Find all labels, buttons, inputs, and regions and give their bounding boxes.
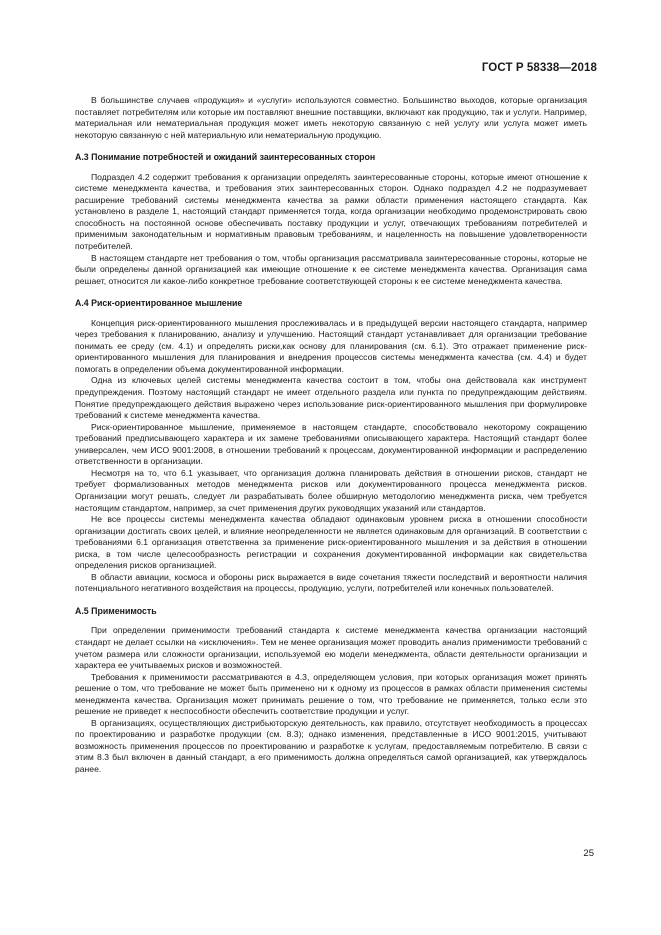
paragraph: Требования к применимости рассматриваются в 4.3, определяющем условия, при которых организация может принять решение о том, что требование не может быть применено ни к одному из процессов в рамках области применения системы менеджмента качества. Организация может принимать решение о том, что требование не применяется, только если это решение не приведет к неспособности обеспечить соответствие продукции и услуг. (75, 671, 587, 717)
page-number: 25 (583, 848, 594, 859)
paragraph: В области авиации, космоса и обороны риск выражается в виде сочетания тяжести последствий и вероятности наличия потенциального негативного воздействия на процессы, продукцию, услуги, потребителей или конечных пользователей. (75, 571, 587, 594)
paragraph: В организациях, осуществляющих дистрибьюторскую деятельность, как правило, отсутствует необходимость в процессах по проектированию и разработке продукции (см. 8.3); однако изменения, представленные в ИСО 9001:2015, учитывают возможность применения процессов по проектированию и разработке к услугам, предоставляемым потребителю. В связи с этим 8.3 был включен в данный стандарт, а его применимость должна определяться самой организацией, как утверждалось ранее. (75, 717, 587, 774)
paragraph: Концепция риск-ориентированного мышления прослеживалась и в предыдущей версии настоящего стандарта, например через требования к планированию, анализу и улучшению. Настоящий стандарт устанавливает для организации требование понимать ее среду (см. 4.1) и определять риски,как основу для планирования (см. 6.1). Это отражает применение риск-ориентированного мышления для планирования и внедрения процессов системы менеджмента качества (см. 4.4) и будет помогать в определении объема документированной информации. (75, 317, 587, 374)
section-heading-a3: А.3 Понимание потребностей и ожиданий заинтересованных сторон (75, 152, 376, 163)
paragraph: Не все процессы системы менеджмента качества обладают одинаковым уровнем риска в отношении способности организации достигать своих целей, и влияние неопределенности не является одинаковым для организаций. В соответствии с требованиями 6.1 организация ответственна за применение риск-ориентированного мышления и за действия в отношении риска, в том числе целесообразность регистрации и сохранения документированной информации как свидетельства определения рисков организацией. (75, 514, 587, 571)
section-heading-a4: А.4 Риск-ориентированное мышление (75, 298, 243, 309)
paragraph: Несмотря на то, что 6.1 указывает, что организация должна планировать действия в отношении рисков, стандарт не требует формализованных методов менеджмента рисков или документированного процесса менеджмента рисков. Организации могут решать, следует ли разрабатывать более обширную методологию менеджмента риска, чем требуется настоящим стандартом, например, за счет применения других руководящих указаний или стандартов. (75, 467, 587, 513)
paragraph: В настоящем стандарте нет требования о том, чтобы организация рассматривала заинтересованные стороны, которые не были определены данной организацией как имеющие отношение к ее системе менеджмента качества. Организация сама решает, относится ли какое-либо конкретное требование соответствующей стороны к ее системе менеджмента качества. (75, 252, 587, 286)
paragraph: В большинстве случаев «продукция» и «услуги» используются совместно. Большинство выходов, которые организация поставляет потребителям или которые им поставляют внешние поставщики, включают как продукцию, так и услуги. Например, материальная или нематериальная продукция может иметь некоторую связанную с ней услугу или услуга может иметь некоторую связанную с ней материальную или нематериальную продукцию. (75, 95, 587, 140)
document-code: ГОСТ Р 58338—2018 (481, 62, 597, 74)
paragraph: Подраздел 4.2 содержит требования к организации определять заинтересованные стороны, которые имеют отношение к системе менеджмента качества, и требования этих заинтересованных сторон. Однако подраздел 4.2 не подразумевает расширение требований системы менеджмента качества за рамки области применения настоящего стандарта. Как установлено в разделе 1, настоящий стандарт применяется тогда, когда организации необходимо продемонстрировать свою способность на постоянной основе обеспечивать поставку продукции и услуг, отвечающих требованиям потребителей и применимым законодательным и нормативным правовым требованиям, и нацеленность на повышение удовлетворенности потребителей. (75, 171, 587, 252)
paragraph: Одна из ключевых целей системы менеджмента качества состоит в том, чтобы она действовала как инструмент предупреждения. Поэтому настоящий стандарт не имеет отдельного раздела или пункта по предупреждающим действиям. Понятие предупреждающего действия выражено через использование риск-ориентированного мышления при формулировке требований к системе менеджмента качества. (75, 375, 587, 421)
paragraph: При определении применимости требований стандарта к системе менеджмента качества организации настоящий стандарт не делает ссылки на «исключения». Тем не менее организация может проводить анализ применимости требований с учетом размера или сложности организации, используемой ею модели менеджмента, области деятельности организации и характера ее учитываемых рисков и возможностей. (75, 625, 587, 671)
section-heading-a5: А.5 Применимость (75, 605, 157, 616)
body-text (75, 95, 587, 776)
paragraph: Риск-ориентированное мышление, применяемое в настоящем стандарте, способствовало некоторому сокращению требований предписывающего характера и их замене требованиями описывающего характера. Настоящий стандарт более универсален, чем ИСО 9001:2008, в отношении требований к процессам, документированной информации и распределению ответственности в организации. (75, 421, 587, 467)
